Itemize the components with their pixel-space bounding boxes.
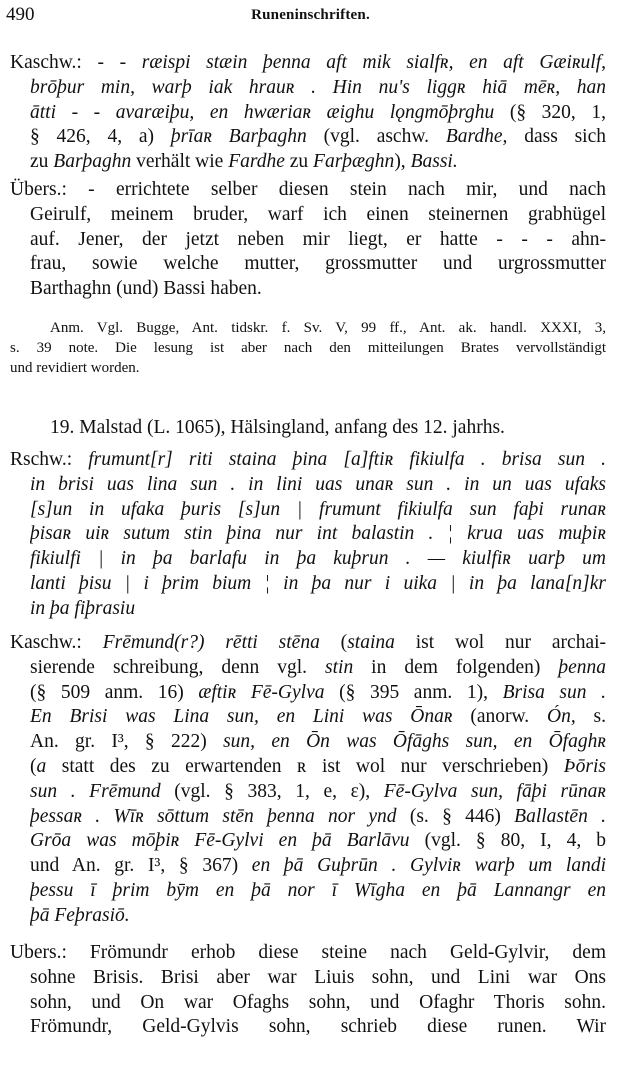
italic-text: þā Feþrasiō. <box>30 904 130 926</box>
text-line <box>50 416 606 441</box>
text: sohne Brisis. Brisi aber war Liuis sohn, und Lini war Ons <box>30 966 606 988</box>
text-line <box>30 904 606 929</box>
page-number: 490 <box>6 4 35 25</box>
italic-text: stin <box>325 656 354 678</box>
italic-text: lanti þisu | i þrim bium ¦ in þa nur i uika | in þa lana[n]kr <box>30 572 606 594</box>
old-swedish-normalized-entry-2 <box>10 631 606 929</box>
italic-text: ātti - - avaræiþu, en hwæriaʀ æighu lǫngmōþrghu <box>30 101 495 123</box>
italic-text: fikiulfi | in þa barlafu in þa kuþrun . — kiulfiʀ uarþ um <box>30 548 606 570</box>
text: s. 39 note. Die lesung ist aber nach den mitteilungen Brates vervollständigt <box>10 340 606 356</box>
italic-text: En Brisi was Lina sun, en Lini was Ōnaʀ <box>30 706 453 728</box>
italic-text: Grōa was mōþiʀ Fē-Gylvi en þā Barlāvu <box>30 830 410 852</box>
text-line <box>30 829 606 854</box>
text-line <box>30 854 606 879</box>
text: Rschw.: <box>10 449 89 470</box>
text: verhält wie <box>131 151 229 173</box>
text-line <box>30 252 606 277</box>
text: frau, sowie welche mutter, grossmutter und urgrossmutter <box>30 253 606 275</box>
text: Übers.: - errichtete selber diesen stein nach mir, und nach <box>10 179 606 200</box>
italic-text: Fē-Gylva sun, fāþi rūnaʀ <box>383 780 606 802</box>
text-line <box>30 681 606 706</box>
italic-text: þrīaʀ Barþaghn <box>170 126 307 148</box>
text-line <box>30 730 606 755</box>
text: und An. gr. I³, § 367) <box>30 855 252 877</box>
text-line <box>30 76 606 101</box>
text-line <box>30 522 606 547</box>
italic-text: in brisi uas lina sun . in lini uas unaʀ sun . in un uas ufaks <box>30 473 606 495</box>
section-heading <box>10 416 606 441</box>
text: (§ 509 anm. 16) <box>30 681 199 703</box>
italic-text: frumunt[r] riti staina þina [a]ftiʀ fikiulfa . brisa sun . <box>88 449 606 470</box>
italic-text: Fardhe <box>228 151 285 173</box>
italic-text: Bardhe, <box>445 126 508 148</box>
text: (s. § 446) <box>396 805 515 827</box>
italic-text: þessaʀ . Wīʀ sōttum stēn þenna nor ynd <box>30 805 397 827</box>
text: 19. Malstad (L. 1065), Hälsingland, anfang des 12. jahrhs. <box>50 417 505 438</box>
italic-text: æftiʀ Fē-Gylva <box>198 681 325 703</box>
italic-text: Þōris <box>563 755 606 777</box>
text: (vgl. § 80, I, 4, b <box>409 830 606 852</box>
italic-text: þisaʀ uiʀ sutum stin þina nur int balastin . ¦ krua uas muþiʀ <box>30 523 606 545</box>
text-line <box>30 991 606 1016</box>
text: Kaschw.: - - <box>10 52 142 73</box>
italic-text: Ballastēn . <box>514 805 606 827</box>
old-swedish-normalized-entry <box>10 51 606 175</box>
translation-entry-2 <box>10 941 606 1040</box>
text-line <box>30 228 606 253</box>
italic-text: in þa fiþrasiu <box>30 597 136 619</box>
italic-text: sun, en Ōn was Ōfāghs sun, en Ōfaghʀ <box>223 731 606 753</box>
text-line <box>30 705 606 730</box>
italic-text: staina <box>347 632 395 653</box>
text-line <box>10 178 606 203</box>
text: sierende schreibung, denn vgl. <box>30 656 326 678</box>
text-line <box>50 318 606 338</box>
text-line <box>30 966 606 991</box>
text: s. <box>575 706 606 728</box>
text: dass sich <box>507 126 606 148</box>
text: (vgl. aschw. <box>306 126 446 148</box>
text: (anorw. <box>452 706 547 728</box>
text-line <box>30 656 606 681</box>
text-line <box>30 498 606 523</box>
text: Geirulf, meinem bruder, warf ich einen steinernen grabhügel <box>30 203 606 225</box>
text: in dem folgenden) <box>353 656 559 678</box>
text-line <box>30 101 606 126</box>
text: Frömundr, Geld-Gylvis sohn, schrieb diese runen. Wir <box>30 1016 606 1038</box>
italic-text: Frēmund(r?) rētti stēna <box>102 632 320 653</box>
text-line <box>30 572 606 597</box>
runic-transliteration-entry <box>10 448 606 622</box>
text-line <box>30 203 606 228</box>
text-line <box>10 338 606 358</box>
text-line <box>30 1015 606 1040</box>
text-line <box>30 150 606 175</box>
text-line <box>30 473 606 498</box>
text-line <box>10 358 606 378</box>
text-line <box>30 805 606 830</box>
text-line <box>10 631 606 656</box>
text: Kaschw.: <box>10 632 103 653</box>
text-line <box>30 547 606 572</box>
italic-text: en þā Guþrūn . Gylviʀ warþ um landi <box>251 855 606 877</box>
italic-text: Farþæghn <box>313 151 395 173</box>
italic-text: þessu ī þrim bȳm en þā nor ī Wīgha en þā Lannangr en <box>30 879 606 901</box>
annotation-note <box>10 318 606 378</box>
text: sohn, und On war Ofaghs sohn, und Ofaghr Thoris sohn. <box>30 991 606 1013</box>
text-line <box>30 879 606 904</box>
italic-text: ræispi stæin þenna aft mik sialfʀ, en aft Gæiʀulf, <box>141 52 606 73</box>
text: ), <box>394 151 411 173</box>
text: ( <box>30 755 37 777</box>
text: ist wol nur archai- <box>394 632 606 653</box>
italic-text: sun . Frēmund <box>30 780 161 802</box>
text-line <box>30 597 606 622</box>
text-line <box>30 780 606 805</box>
text: An. gr. I³, § 222) <box>30 731 224 753</box>
translation-entry <box>10 178 606 302</box>
text: (vgl. § 383, 1, e, ε), <box>160 780 384 802</box>
text: Ubers.: Frömundr erhob diese steine nach Geld-Gylvir, dem <box>10 942 606 963</box>
text: statt des zu erwartenden ʀ ist wol nur verschrieben) <box>46 755 564 777</box>
text: (§ 320, 1, <box>494 101 606 123</box>
italic-text: Brisa sun . <box>502 681 606 703</box>
italic-text: Ón, <box>547 706 576 728</box>
text: (§ 395 anm. 1), <box>324 681 503 703</box>
text: Barthaghn (und) Bassi haben. <box>30 278 262 300</box>
italic-text: Barþaghn <box>53 151 132 173</box>
italic-text: brōþur min, warþ iak hrauʀ . Hin nu's liggʀ hiā mēʀ, han <box>30 76 606 98</box>
text-line <box>30 277 606 302</box>
text-line <box>10 448 606 473</box>
text: Anm. Vgl. Bugge, Ant. tidskr. f. Sv. V, 99 ff., Ant. ak. handl. XXXI, 3, <box>50 320 606 336</box>
running-title: Runeninschriften. <box>251 7 370 23</box>
text-line <box>10 51 606 76</box>
italic-text: þenna <box>558 656 606 678</box>
italic-text: [s]un in ufaka þuris [s]un | frumunt fikiulfa sun faþi runaʀ <box>30 498 606 520</box>
text-line <box>30 125 606 150</box>
text: zu <box>30 151 54 173</box>
page-header <box>0 4 621 26</box>
text: auf. Jener, der jetzt neben mir liegt, er hatte - - - ahn- <box>30 228 606 250</box>
text: § 426, 4, a) <box>30 126 171 148</box>
text: zu <box>284 151 314 173</box>
text-line <box>30 755 606 780</box>
italic-text: Bassi. <box>410 151 458 173</box>
text: ( <box>319 632 348 653</box>
italic-text: a <box>36 755 47 777</box>
text-line <box>10 941 606 966</box>
text: und revidiert worden. <box>10 360 140 376</box>
